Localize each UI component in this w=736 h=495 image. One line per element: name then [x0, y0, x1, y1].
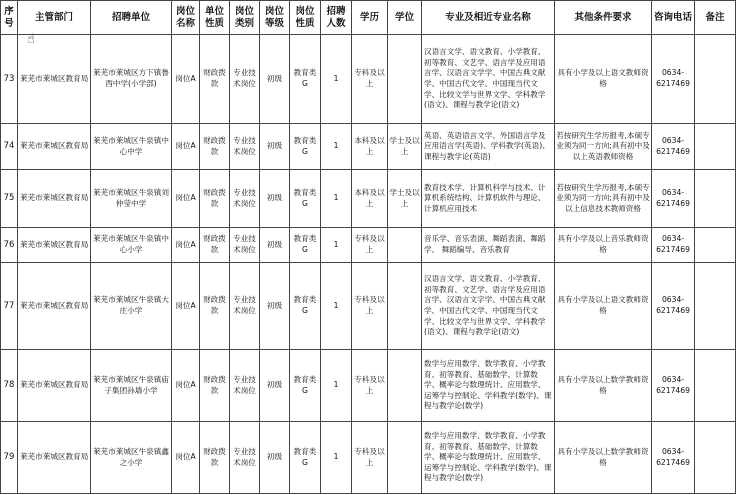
cell-unit: 莱芜市莱城区牛泉镇大庄小学 [91, 263, 172, 350]
cell-other: 具有小学及以上语文教师资格 [555, 263, 652, 350]
cell-dept: 莱芜市莱城区教育局 [18, 124, 91, 170]
cell-level: 初级 [260, 263, 290, 350]
cell-degree: 学士及以上 [388, 170, 422, 228]
cell-phone: 0634-6217469 [652, 124, 695, 170]
cell-remark [695, 228, 736, 263]
cell-count: 1 [321, 124, 352, 170]
hand-cursor-icon: ☝ [27, 32, 35, 47]
cell-degree: 学士及以上 [388, 124, 422, 170]
header-unit: 招聘单位 [91, 1, 172, 35]
cell-nature: 教育类G [290, 422, 321, 494]
cell-other: 具有小学及以上数学教师资格 [555, 422, 652, 494]
cell-phone: 0634-6217469 [652, 170, 695, 228]
header-nature: 岗位性质 [290, 1, 321, 35]
cell-unit: 莱芜市莱城区牛泉镇刘仲莹中学 [91, 170, 172, 228]
cell-remark [695, 35, 736, 124]
cell-posname: 岗位A [172, 35, 200, 124]
cell-major: 英语、英语语言文学、外国语言学及应用语言学(英语)、学科教学(英语)、课程与教学论(英语) [422, 124, 555, 170]
cell-category: 专业技术岗位 [230, 124, 260, 170]
header-seq: 序号 [1, 1, 18, 35]
table-row [1, 422, 736, 494]
cell-level: 初级 [260, 124, 290, 170]
cell-unit: 莱芜市莱城区牛泉镇中心中学 [91, 124, 172, 170]
cell-edu: 专科及以上 [352, 263, 388, 350]
cell-phone: 0634-6217469 [652, 263, 695, 350]
cell-edu: 专科及以上 [352, 35, 388, 124]
header-remark: 备注 [695, 1, 736, 35]
cell-major: 音乐学、音乐表演、舞蹈表演、舞蹈学、 舞蹈编导、音乐教育 [422, 228, 555, 263]
cell-edu: 专科及以上 [352, 422, 388, 494]
cell-degree [388, 422, 422, 494]
cell-phone: 0634-6217469 [652, 350, 695, 422]
cell-other: 具有小学及以上音乐教师资格 [555, 228, 652, 263]
cell-degree [388, 228, 422, 263]
cell-unitnature: 财政拨款 [200, 35, 230, 124]
cell-category: 专业技术岗位 [230, 228, 260, 263]
cell-edu: 专科及以上 [352, 228, 388, 263]
cell-posname: 岗位A [172, 170, 200, 228]
cell-category: 专业技术岗位 [230, 263, 260, 350]
cell-dept: 莱芜市莱城区教育局 [18, 422, 91, 494]
cell-major: 汉语言文学、语文教育、小学教育、初等教育、文艺学、语言学及应用语言学、汉语言文字学、中国古典文献学、中国古代文学、中国现当代文学、比较文学与世界文学、学科教学(语文)、课程与教学论(语文) [422, 263, 555, 350]
header-major: 专业及相近专业名称 [422, 1, 555, 35]
cell-nature: 教育类G [290, 170, 321, 228]
cell-remark [695, 170, 736, 228]
cell-count: 1 [321, 170, 352, 228]
header-posname: 岗位名称 [172, 1, 200, 35]
cell-posname: 岗位A [172, 422, 200, 494]
cell-edu: 本科及以上 [352, 124, 388, 170]
cell-dept: 莱芜市莱城区教育局 [18, 35, 91, 124]
cell-count: 1 [321, 35, 352, 124]
cell-major: 数学与应用数学、数学教育、小学教育、初等教育、基础数学、计算数学、概率论与数理统计、应用数学、运筹学与控制论、学科教学(数学)、课程与教学论(数学) [422, 422, 555, 494]
cell-level: 初级 [260, 170, 290, 228]
cell-category: 专业技术岗位 [230, 350, 260, 422]
cell-level: 初级 [260, 228, 290, 263]
header-other: 其他条件要求 [555, 1, 652, 35]
cell-category: 专业技术岗位 [230, 422, 260, 494]
cell-degree [388, 263, 422, 350]
header-level: 岗位等级 [260, 1, 290, 35]
cell-count: 1 [321, 263, 352, 350]
table-row [1, 170, 736, 228]
cell-other: 若按研究生学历报考,本硕专业须为同一方向;具有初中及以上英语教师资格 [555, 124, 652, 170]
cell-phone: 0634-6217469 [652, 228, 695, 263]
cell-unit: 莱芜市莱城区方下镇鲁西中学(小学部) [91, 35, 172, 124]
cell-count: 1 [321, 350, 352, 422]
cell-nature: 教育类G [290, 35, 321, 124]
cell-unitnature: 财政拨款 [200, 170, 230, 228]
cell-major: 汉语言文学、语文教育、小学教育、初等教育、文艺学、语言学及应用语言学、汉语言文学学、中国古典文献学、中国古代文学、中国现当代文学、比较文学与世界文学、学科教学(语文)、课程与教学论(语文) [422, 35, 555, 124]
table-row [1, 263, 736, 350]
cell-unit: 莱芜市莱城区牛泉镇中心小学 [91, 228, 172, 263]
cell-other: 具有小学及以上语文教师资格 [555, 35, 652, 124]
cell-posname: 岗位A [172, 350, 200, 422]
cell-posname: 岗位A [172, 263, 200, 350]
cell-phone: 0634-6217469 [652, 422, 695, 494]
cell-seq: 73 [1, 35, 18, 124]
cell-level: 初级 [260, 35, 290, 124]
cell-degree [388, 35, 422, 124]
cell-unitnature: 财政拨款 [200, 350, 230, 422]
header-edu: 学历 [352, 1, 388, 35]
cell-unit: 莱芜市莱城区牛泉镇鑫之小学 [91, 422, 172, 494]
cell-nature: 教育类G [290, 228, 321, 263]
cell-other: 具有小学及以上数学教师资格 [555, 350, 652, 422]
cell-unitnature: 财政拨款 [200, 124, 230, 170]
cell-major: 教育技术学、计算机科学与技术、计算机系统结构、计算机软件与理论、计算机应用技术 [422, 170, 555, 228]
cell-nature: 教育类G [290, 350, 321, 422]
cell-dept: 莱芜市莱城区教育局 [18, 170, 91, 228]
cell-dept: 莱芜市莱城区教育局 [18, 263, 91, 350]
cell-unitnature: 财政拨款 [200, 228, 230, 263]
header-dept: 主管部门 [18, 1, 91, 35]
header-phone: 咨询电话 [652, 1, 695, 35]
cell-posname: 岗位A [172, 228, 200, 263]
header-category: 岗位类别 [230, 1, 260, 35]
header-degree: 学位 [388, 1, 422, 35]
cell-degree [388, 350, 422, 422]
cell-nature: 教育类G [290, 263, 321, 350]
table-row [1, 35, 736, 124]
cell-remark [695, 263, 736, 350]
cell-seq: 74 [1, 124, 18, 170]
cell-category: 专业技术岗位 [230, 170, 260, 228]
cell-major: 数学与应用数学、数学教育、小学教育、初等教育、基础数学、计算数学、概率论与数理统计、应用数学、运筹学与控制论、学科教学(数学)、课程与教学论(数学) [422, 350, 555, 422]
cell-seq: 75 [1, 170, 18, 228]
header-count: 招聘人数 [321, 1, 352, 35]
table-row [1, 350, 736, 422]
cell-other: 若按研究生学历报考,本硕专业须为同一方向;具有初中及以上信息技术教师资格 [555, 170, 652, 228]
cell-seq: 78 [1, 350, 18, 422]
cell-remark [695, 124, 736, 170]
table-row [1, 228, 736, 263]
table-row [1, 124, 736, 170]
cell-level: 初级 [260, 422, 290, 494]
cell-count: 1 [321, 422, 352, 494]
cell-unitnature: 财政拨款 [200, 263, 230, 350]
cell-edu: 专科及以上 [352, 350, 388, 422]
cell-count: 1 [321, 228, 352, 263]
cell-phone: 0634-6217469 [652, 35, 695, 124]
cell-unit: 莱芜市莱城区牛泉镇庙子集团孙墙小学 [91, 350, 172, 422]
header-unitnature: 单位性质 [200, 1, 230, 35]
cell-posname: 岗位A [172, 124, 200, 170]
cell-seq: 76 [1, 228, 18, 263]
cell-level: 初级 [260, 350, 290, 422]
header-row [1, 1, 736, 35]
cell-seq: 79 [1, 422, 18, 494]
cell-category: 专业技术岗位 [230, 35, 260, 124]
cell-nature: 教育类G [290, 124, 321, 170]
cell-unitnature: 财政拨款 [200, 422, 230, 494]
cell-dept: 莱芜市莱城区教育局 [18, 350, 91, 422]
cell-edu: 本科及以上 [352, 170, 388, 228]
cell-seq: 77 [1, 263, 18, 350]
cell-dept: 莱芜市莱城区教育局 [18, 228, 91, 263]
cell-remark [695, 422, 736, 494]
cell-remark [695, 350, 736, 422]
